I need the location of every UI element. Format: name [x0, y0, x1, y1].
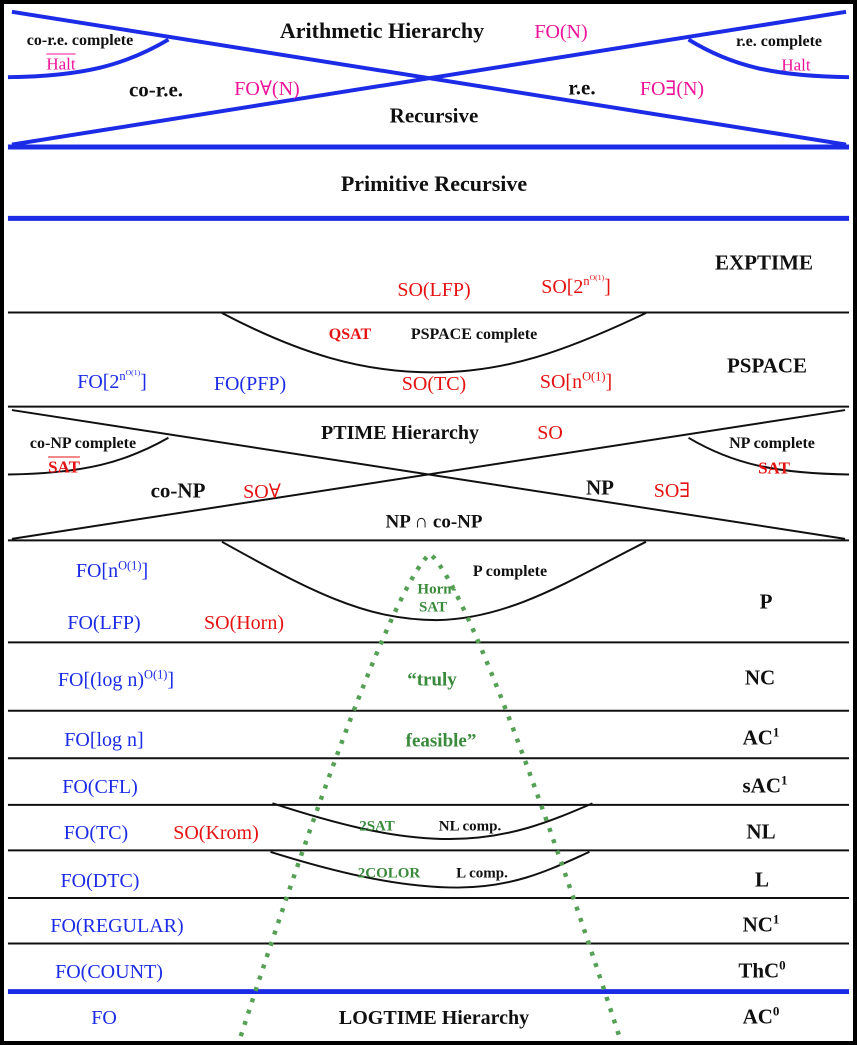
fo-polylog-label: FO[(log n)$^{O(1)}$] [57, 667, 175, 691]
np-label: NP [586, 475, 614, 500]
sac1-class-label: sAC$^1$ [742, 772, 788, 798]
fo-log-label: FO[log n] [64, 729, 144, 751]
two-sat-label: 2SAT [359, 818, 395, 835]
fo-forall-n-label: FO∀(N) [234, 78, 300, 100]
exptime-class-label: EXPTIME [714, 250, 814, 275]
so-lfp-label: SO(LFP) [397, 279, 471, 301]
np-complete-label: NP complete [729, 435, 815, 452]
fo-label: FO [91, 1007, 117, 1029]
co-np-complete-label: co-NP complete [29, 435, 137, 452]
p-complete-label: P complete [472, 563, 548, 580]
halt-label: Halt [781, 55, 811, 75]
fo-pfp-label: FO(PFP) [213, 373, 287, 395]
two-color-label: 2COLOR [357, 865, 421, 882]
ac1-class-label: $AC^1$ [742, 724, 780, 750]
halt-complement-label: Halt [46, 54, 76, 74]
l-complete-label: L comp. [456, 865, 508, 882]
co-re-complete-label: co-r.e. complete [26, 32, 134, 49]
fo-regular-label: FO(REGULAR) [50, 915, 184, 937]
so-exp-label: $SO[2^{n^{O(1)}}]$ [541, 273, 611, 298]
sat-label: SAT [758, 458, 790, 478]
ac0-class-label: $AC^0$ [742, 1003, 780, 1029]
l-class-label: L [754, 867, 770, 892]
co-np-label: co-NP [150, 478, 206, 503]
horn-sat-label-line2: SAT [418, 599, 448, 616]
pspace-complete-label: PSPACE complete [410, 326, 538, 343]
fo-dtc-label: FO(DTC) [60, 870, 140, 892]
so-label: SO [537, 422, 563, 444]
so-horn-label: SO(Horn) [204, 612, 284, 634]
p-class-label: P [759, 589, 773, 614]
qsat-label: QSAT [328, 326, 372, 343]
horn-sat-label-line1: Horn- [417, 581, 457, 598]
nc1-class-label: $NC^1$ [742, 911, 780, 937]
fo-cfl-label: FO(CFL) [62, 776, 138, 798]
nc-class-label: NC [744, 665, 776, 690]
re-complete-label: r.e. complete [735, 33, 823, 50]
truly-label: “truly [407, 669, 457, 691]
thc0-class-label: ThC$^0$ [738, 957, 786, 983]
so-poly-label: $SO[n^{O(1)}]$ [539, 369, 613, 393]
fo-exists-n-label: FO∃(N) [639, 78, 705, 100]
nl-class-label: NL [746, 819, 776, 844]
fo-exp-label: $FO[2^{n^{O(1)}}]$ [77, 368, 147, 393]
logtime-hierarchy-title: LOGTIME Hierarchy [338, 1007, 530, 1029]
ptime-hierarchy-title: PTIME Hierarchy [321, 422, 479, 444]
fo-tc-label: FO(TC) [63, 822, 129, 844]
co-re-label: co-r.e. [128, 77, 184, 102]
so-krom-label: SO(Krom) [173, 822, 259, 844]
fo-poly-label: $FO[n^{O(1)}]$ [75, 558, 149, 582]
nl-complete-label: NL comp. [438, 818, 502, 835]
so-exists-label: SO∃ [653, 480, 691, 502]
recursive-label: Recursive [389, 103, 479, 128]
pspace-class-label: PSPACE [726, 353, 808, 378]
so-forall-label: SO∀ [243, 481, 281, 503]
primitive-recursive-label: Primitive Recursive [340, 171, 528, 196]
so-tc-label: SO(TC) [401, 373, 467, 395]
re-label: r.e. [568, 75, 596, 100]
sat-complement-label: $\overline{SAT}$ [48, 457, 80, 477]
fo-count-label: FO(COUNT) [55, 961, 163, 983]
arithmetic-hierarchy-title: Arithmetic Hierarchy [279, 18, 485, 43]
np-cap-co-np-label: NP ∩ co-NP [385, 511, 483, 533]
fo-lfp-label: FO(LFP) [67, 612, 141, 634]
fo-n-label: FO(N) [534, 21, 588, 43]
feasible-label: feasible” [405, 730, 477, 752]
l-complete-dip [270, 852, 589, 888]
truly-feasible-curve [241, 554, 619, 1036]
